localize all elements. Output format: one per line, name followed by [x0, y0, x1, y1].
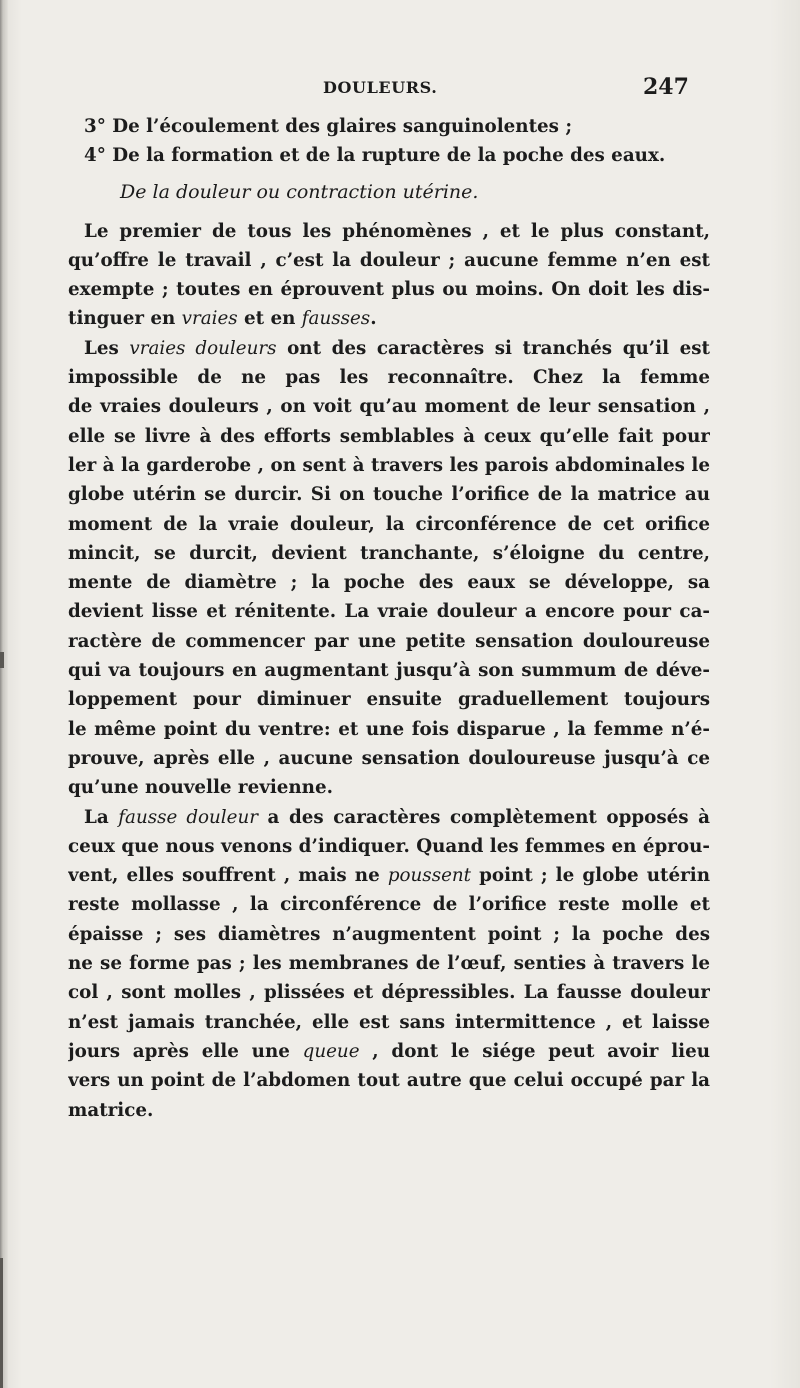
text-line: moment de la vraie douleur, la circonférence de cet orifice: [68, 513, 710, 535]
text-line: prouve, après elle , aucune sensation douloureuse jusqu’à ce: [68, 747, 710, 769]
text-line: de vraies douleurs , on voit qu’au moment de leur sensation ,: [68, 396, 710, 418]
text-line: col , sont molles , plissées et dépressibles. La fausse douleur: [68, 982, 710, 1004]
list-item: 3° De l’écoulement des glaires sanguinolentes ;: [84, 116, 573, 137]
emphasis: queue: [302, 1040, 360, 1062]
emphasis: vraies douleurs: [129, 337, 277, 359]
text-line: exempte ; toutes en éprouvent plus ou moins. On doit les dis-: [68, 279, 710, 301]
page-body: [68, 112, 710, 1125]
spine-mark: [0, 1258, 3, 1388]
spine-mark: [0, 652, 4, 668]
text-line: reste mollasse , la circonférence de l’orifice reste molle et: [68, 894, 710, 916]
text-line: jours après elle une queue , dont le siége peut avoir lieu: [68, 1040, 710, 1062]
emphasis: vraies: [181, 308, 238, 330]
page-header: [0, 74, 800, 104]
text-line: le même point du ventre: et une fois disparue , la femme n’é-: [68, 718, 710, 740]
text-line: épaisse ; ses diamètres n’augmentent point ; la poche des: [68, 923, 710, 945]
text-line: vent, elles souffrent , mais ne poussent point ; le globe utérin: [68, 865, 710, 887]
text-line: qui va toujours en augmentant jusqu’à son summum de déve-: [68, 660, 710, 682]
section-title: De la douleur ou contraction utérine.: [120, 180, 479, 203]
text-line: La fausse douleur a des caractères complètement opposés à: [84, 806, 710, 828]
text-line: n’est jamais tranchée, elle est sans intermittence , et laisse: [68, 1011, 710, 1033]
list-item: 4° De la formation et de la rupture de la poche des eaux.: [84, 145, 666, 167]
emphasis: fausse douleur: [118, 806, 258, 828]
text-line: impossible de ne pas les reconnaître. Chez la femme: [68, 367, 710, 389]
text-line: ractère de commencer par une petite sensation douloureuse: [68, 630, 710, 652]
text-line: Les vraies douleurs ont des caractères si tranchés qu’il est: [84, 337, 710, 359]
text-line: ceux que nous venons d’indiquer. Quand les femmes en éprou-: [68, 835, 710, 857]
text-line: loppement pour diminuer ensuite graduellement toujours: [68, 689, 710, 711]
emphasis: fausses: [301, 308, 371, 330]
text-line: ler à la garderobe , on sent à travers les parois abdominales le: [68, 454, 710, 476]
text-line: mincit, se durcit, devient tranchante, s’éloigne du centre,: [68, 542, 710, 564]
running-head: DOULEURS.: [323, 78, 438, 97]
page-number: 247: [643, 74, 689, 100]
text-line: qu’offre le travail , c’est la douleur ; aucune femme n’en est: [68, 249, 710, 271]
text-line: tinguer en vraies et en fausses.: [68, 308, 377, 330]
paragraph: [68, 217, 710, 334]
text-line: qu’une nouvelle revienne.: [68, 777, 333, 799]
binding-edge: [0, 0, 8, 1388]
text-line: ne se forme pas ; les membranes de l’œuf, senties à travers le: [68, 953, 710, 975]
text-line: vers un point de l’abdomen tout autre que celui occupé par la: [68, 1070, 710, 1092]
text-line: Le premier de tous les phénomènes , et le plus constant,: [84, 220, 710, 242]
emphasis: poussent: [387, 865, 472, 887]
text-line: elle se livre à des efforts semblables à ceux qu’elle fait pour: [68, 425, 710, 447]
paragraph: [68, 334, 710, 803]
text-line: matrice.: [68, 1099, 154, 1121]
text-line: mente de diamètre ; la poche des eaux se développe, sa: [68, 572, 710, 594]
text-line: devient lisse et rénitente. La vraie douleur a encore pour ca-: [68, 601, 710, 623]
paragraph: [68, 803, 710, 1125]
text-line: globe utérin se durcir. Si on touche l’orifice de la matrice au: [68, 484, 710, 506]
